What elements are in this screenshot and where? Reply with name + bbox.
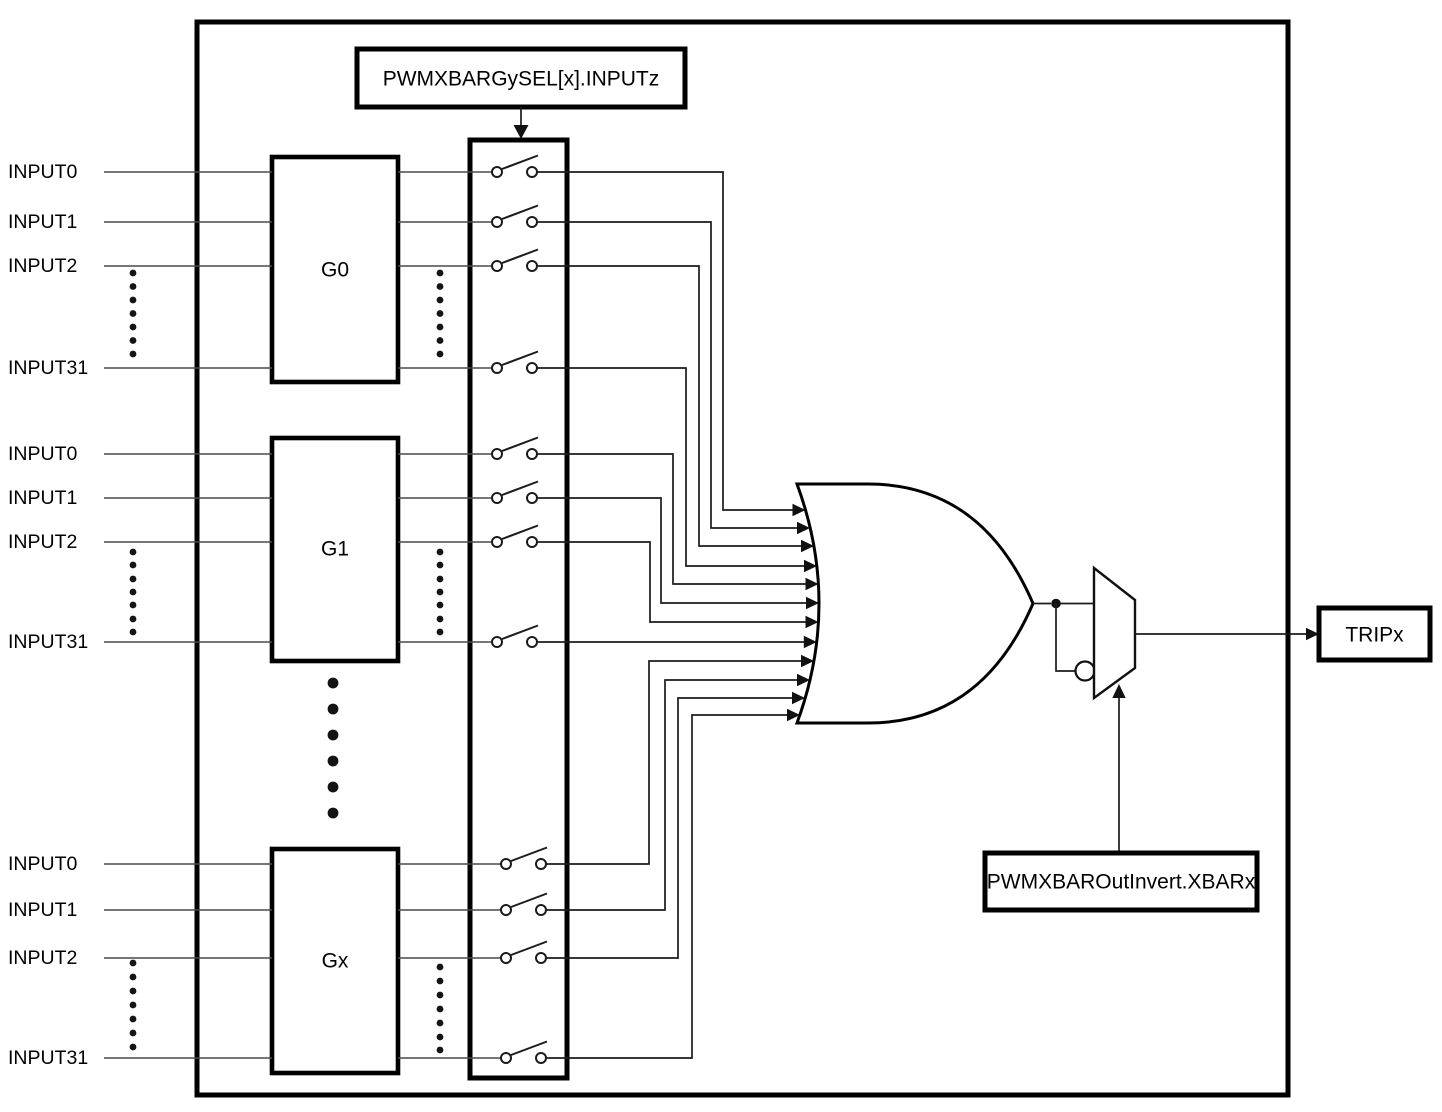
input-label: INPUT2 [8, 947, 78, 969]
gx-input-row [8, 692, 805, 969]
switch-icon [501, 1042, 547, 1064]
input-label: INPUT31 [8, 631, 89, 653]
g0-input-row [8, 250, 814, 553]
g0-input-row [8, 352, 817, 573]
input-label: INPUT2 [8, 531, 78, 553]
switch-icon [501, 848, 547, 870]
switch-icon [492, 626, 538, 648]
switch-icon [492, 482, 538, 504]
g1-input-row [8, 626, 817, 654]
gx-input-row [8, 674, 810, 921]
invert-register-label: PWMXBAROutInvert.XBARx [986, 870, 1256, 894]
switch-icon [492, 526, 538, 548]
wire [537, 222, 798, 528]
group-g1-box [272, 438, 398, 661]
ellipsis-dots [130, 270, 137, 358]
g1-input-row [8, 482, 819, 610]
inverter-bubble-icon [1076, 662, 1095, 681]
input-label: INPUT31 [8, 357, 89, 379]
arrowhead-icon [806, 616, 819, 628]
config-register-label: PWMXBARGySEL[x].INPUTz [382, 67, 660, 91]
group-gx-label: Gx [321, 949, 349, 973]
wire [537, 454, 806, 584]
g0-input-row [8, 206, 810, 535]
output-network [1033, 568, 1319, 852]
group-g0-label: G0 [320, 258, 350, 282]
switch-icon [492, 156, 538, 178]
switch-icon [492, 250, 538, 272]
ellipsis-dots [437, 270, 444, 358]
wire [1056, 604, 1075, 672]
group-g0-box [272, 157, 398, 382]
input-label: INPUT31 [8, 1047, 89, 1069]
gx-input-row [8, 655, 814, 875]
switch-icon [501, 894, 547, 916]
switch-icon [492, 206, 538, 228]
wire [537, 542, 806, 622]
input-label: INPUT2 [8, 255, 78, 277]
arrowhead-icon [806, 597, 819, 609]
wire [537, 266, 802, 546]
arrowhead-icon [806, 578, 819, 590]
device-boundary-box [197, 22, 1288, 1095]
ellipsis-dots [437, 549, 444, 636]
up-arrowhead-icon [1112, 684, 1125, 698]
wire [546, 661, 802, 864]
mux-icon [1094, 568, 1135, 698]
gx-input-row [8, 709, 800, 1069]
input-label: INPUT0 [8, 853, 78, 875]
group-g1-label: G1 [320, 537, 350, 561]
wire [537, 498, 807, 603]
group-ellipsis-dots [328, 678, 339, 819]
or-gate-icon [797, 484, 1033, 723]
invert-register-box [985, 853, 1257, 910]
input-label: INPUT1 [8, 211, 78, 233]
g1-input-row [8, 438, 819, 591]
ellipsis-dots [130, 960, 137, 1051]
input-label: INPUT0 [8, 161, 78, 183]
down-arrowhead-icon [514, 125, 529, 139]
g1-input-row [8, 526, 819, 629]
group-gx-box [272, 849, 398, 1073]
config-register-box [357, 49, 685, 139]
wire [537, 368, 805, 566]
wire [546, 715, 788, 1058]
input-label: INPUT1 [8, 899, 78, 921]
switch-icon [492, 438, 538, 460]
trip-output-label: TRIPx [1345, 623, 1404, 647]
trip-output-box [1319, 608, 1430, 660]
switch-icon [492, 352, 538, 374]
switch-matrix-box [470, 140, 567, 1078]
switch-icon [501, 942, 547, 964]
ellipsis-dots [437, 964, 444, 1054]
input-label: INPUT0 [8, 443, 78, 465]
wire [546, 698, 793, 958]
input-label: INPUT1 [8, 487, 78, 509]
ellipsis-dots [130, 549, 137, 636]
